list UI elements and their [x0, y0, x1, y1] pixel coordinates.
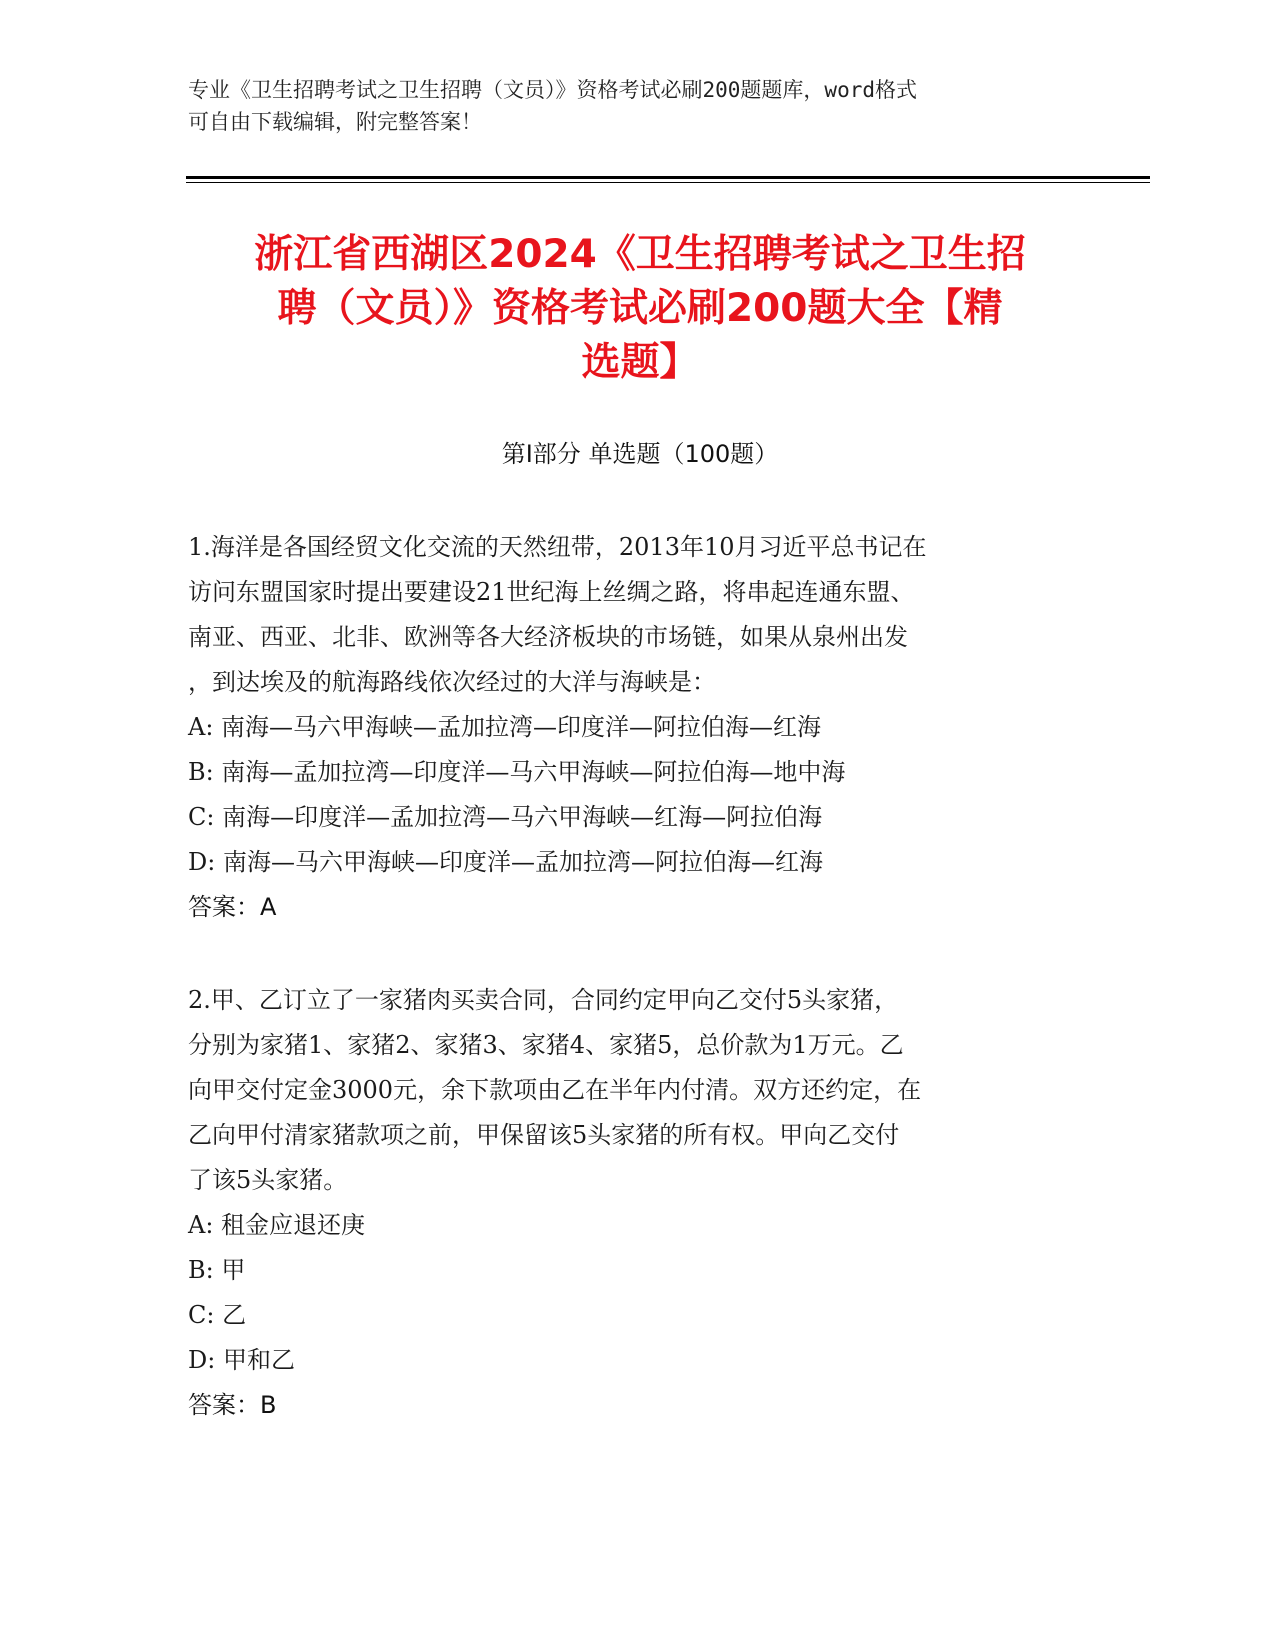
question-stem-line: 了该5头家猪。	[188, 1166, 348, 1194]
answer: 答案：A	[188, 893, 277, 921]
option-c: C: 乙	[188, 1301, 247, 1329]
question-stem-line: 南亚、西亚、北非、欧洲等各大经济板块的市场链，如果从泉州出发	[188, 623, 908, 651]
question-stem-line: ，到达埃及的航海路线依次经过的大洋与海峡是：	[188, 668, 716, 696]
option-c: C: 南海—印度洋—孟加拉湾—马六甲海峡—红海—阿拉伯海	[188, 803, 823, 831]
option-d: D: 甲和乙	[188, 1346, 295, 1374]
header-note-line: 可自由下载编辑，附完整答案！	[188, 110, 482, 134]
title-line: 聘（文员）》资格考试必刷200题大全【精	[277, 286, 1003, 331]
answer: 答案：B	[188, 1391, 277, 1419]
option-b: B: 甲	[188, 1256, 246, 1284]
option-b: B: 南海—孟加拉湾—印度洋—马六甲海峡—阿拉伯海—地中海	[188, 758, 846, 786]
question-stem-line: 分别为家猪1、家猪2、家猪3、家猪4、家猪5，总价款为1万元。乙	[188, 1031, 904, 1059]
section-heading: 第Ⅰ部分 单选题（100题）	[501, 440, 779, 468]
header-note	[188, 74, 1068, 138]
header-divider-thin	[186, 182, 1150, 183]
option-a: A: 南海—马六甲海峡—孟加拉湾—印度洋—阿拉伯海—红海	[188, 713, 822, 741]
question-stem-line: 向甲交付定金3000元，余下款项由乙在半年内付清。双方还约定，在	[188, 1076, 922, 1104]
option-a: A: 租金应退还庚	[188, 1211, 366, 1239]
header-divider-thick	[186, 176, 1150, 179]
question-2	[188, 978, 1088, 1428]
title-line: 选题】	[581, 340, 699, 385]
question-stem-line: 乙向甲付清家猪款项之前，甲保留该5头家猪的所有权。甲向乙交付	[188, 1121, 900, 1149]
header-note-line: 专业《卫生招聘考试之卫生招聘（文员）》资格考试必刷200题题库，word格式	[188, 78, 917, 102]
title-line: 浙江省西湖区2024《卫生招聘考试之卫生招	[254, 232, 1026, 277]
option-d: D: 南海—马六甲海峡—印度洋—孟加拉湾—阿拉伯海—红海	[188, 848, 823, 876]
document-title	[180, 228, 1100, 390]
question-stem-line: 2.甲、乙订立了一家猪肉买卖合同，合同约定甲向乙交付5头家猪，	[188, 986, 899, 1014]
question-1	[188, 525, 1088, 930]
question-stem-line: 访问东盟国家时提出要建设21世纪海上丝绸之路，将串起连通东盟、	[188, 578, 915, 606]
question-stem-line: 1.海洋是各国经贸文化交流的天然纽带，2013年10月习近平总书记在	[188, 533, 927, 561]
